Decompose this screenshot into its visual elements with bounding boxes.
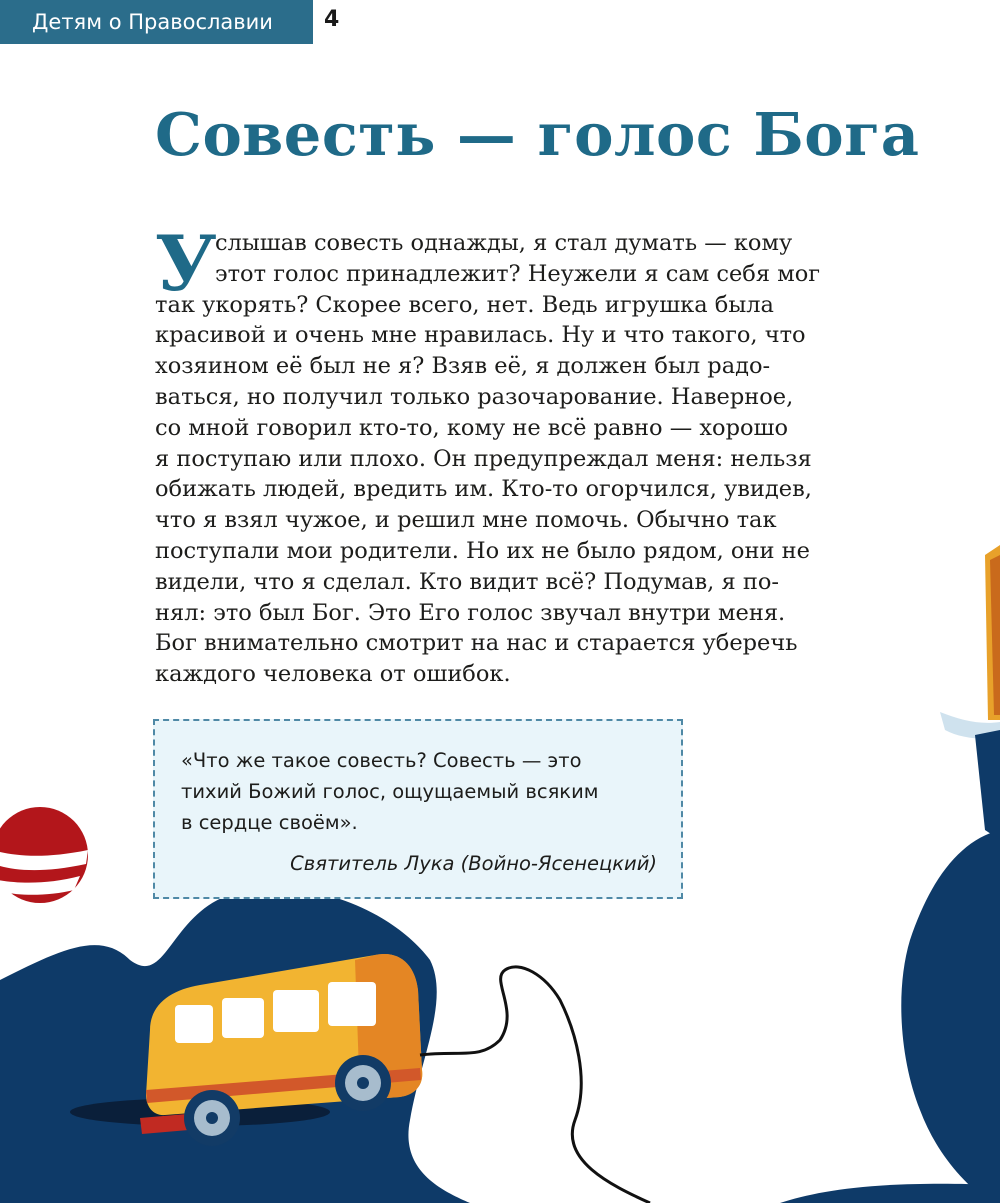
red-ball-icon xyxy=(0,807,88,903)
toy-figure-icon xyxy=(940,545,1000,840)
navy-hill-right xyxy=(901,830,1000,1203)
body-line: нял: это был Бог. Это Его голос звучал внутри меня. xyxy=(155,599,786,626)
quote-line: в сердце своём». xyxy=(181,811,358,834)
body-line: со мной говорил кто-то, кому не всё равно — хорошо xyxy=(155,414,789,441)
body-line: обижать людей, вредить им. Кто-то огорчился, увидев, xyxy=(155,476,812,503)
page-number: 4 xyxy=(324,7,340,32)
body-line: Бог внимательно смотрит на нас и старается уберечь xyxy=(155,630,798,657)
quote-box xyxy=(153,719,683,899)
body-line: хозяином её был не я? Взяв её, я должен был радо- xyxy=(155,353,771,380)
section-header-tab xyxy=(0,0,313,44)
body-line: этот голос принадлежит? Неужели я сам себя мог xyxy=(215,260,821,287)
section-title: Детям о Православии xyxy=(32,10,273,34)
body-line: поступали мои родители. Но их не было рядом, они не xyxy=(155,537,810,564)
body-line: красивой и очень мне нравилась. Ну и что такого, что xyxy=(155,322,806,349)
drop-cap: У xyxy=(155,219,217,308)
body-line: видели, что я сделал. Кто видит всё? Подумав, я по- xyxy=(155,568,779,595)
page-title: Совесть — голос Бога xyxy=(155,100,920,169)
body-line: ваться, но получил только разочарование. Наверное, xyxy=(155,383,794,410)
quote-line: тихий Божий голос, ощущаемый всяким xyxy=(181,780,599,803)
quote-line: «Что же такое совесть? Совесть — это xyxy=(181,749,582,772)
quote-author: Святитель Лука (Войно-Ясенецкий) xyxy=(290,852,657,875)
bottom-navy-band xyxy=(780,1184,1000,1203)
article-body xyxy=(155,219,875,690)
body-line: что я взял чужое, и решил мне помочь. Обычно так xyxy=(155,507,777,534)
pull-string xyxy=(420,967,650,1203)
body-line: я поступаю или плохо. Он предупреждал меня: нельзя xyxy=(155,445,812,472)
body-line: слышав совесть однажды, я стал думать — кому xyxy=(215,230,793,256)
body-line: каждого человека от ошибок. xyxy=(155,661,511,688)
body-line: так укорять? Скорее всего, нет. Ведь игрушка была xyxy=(155,291,774,318)
